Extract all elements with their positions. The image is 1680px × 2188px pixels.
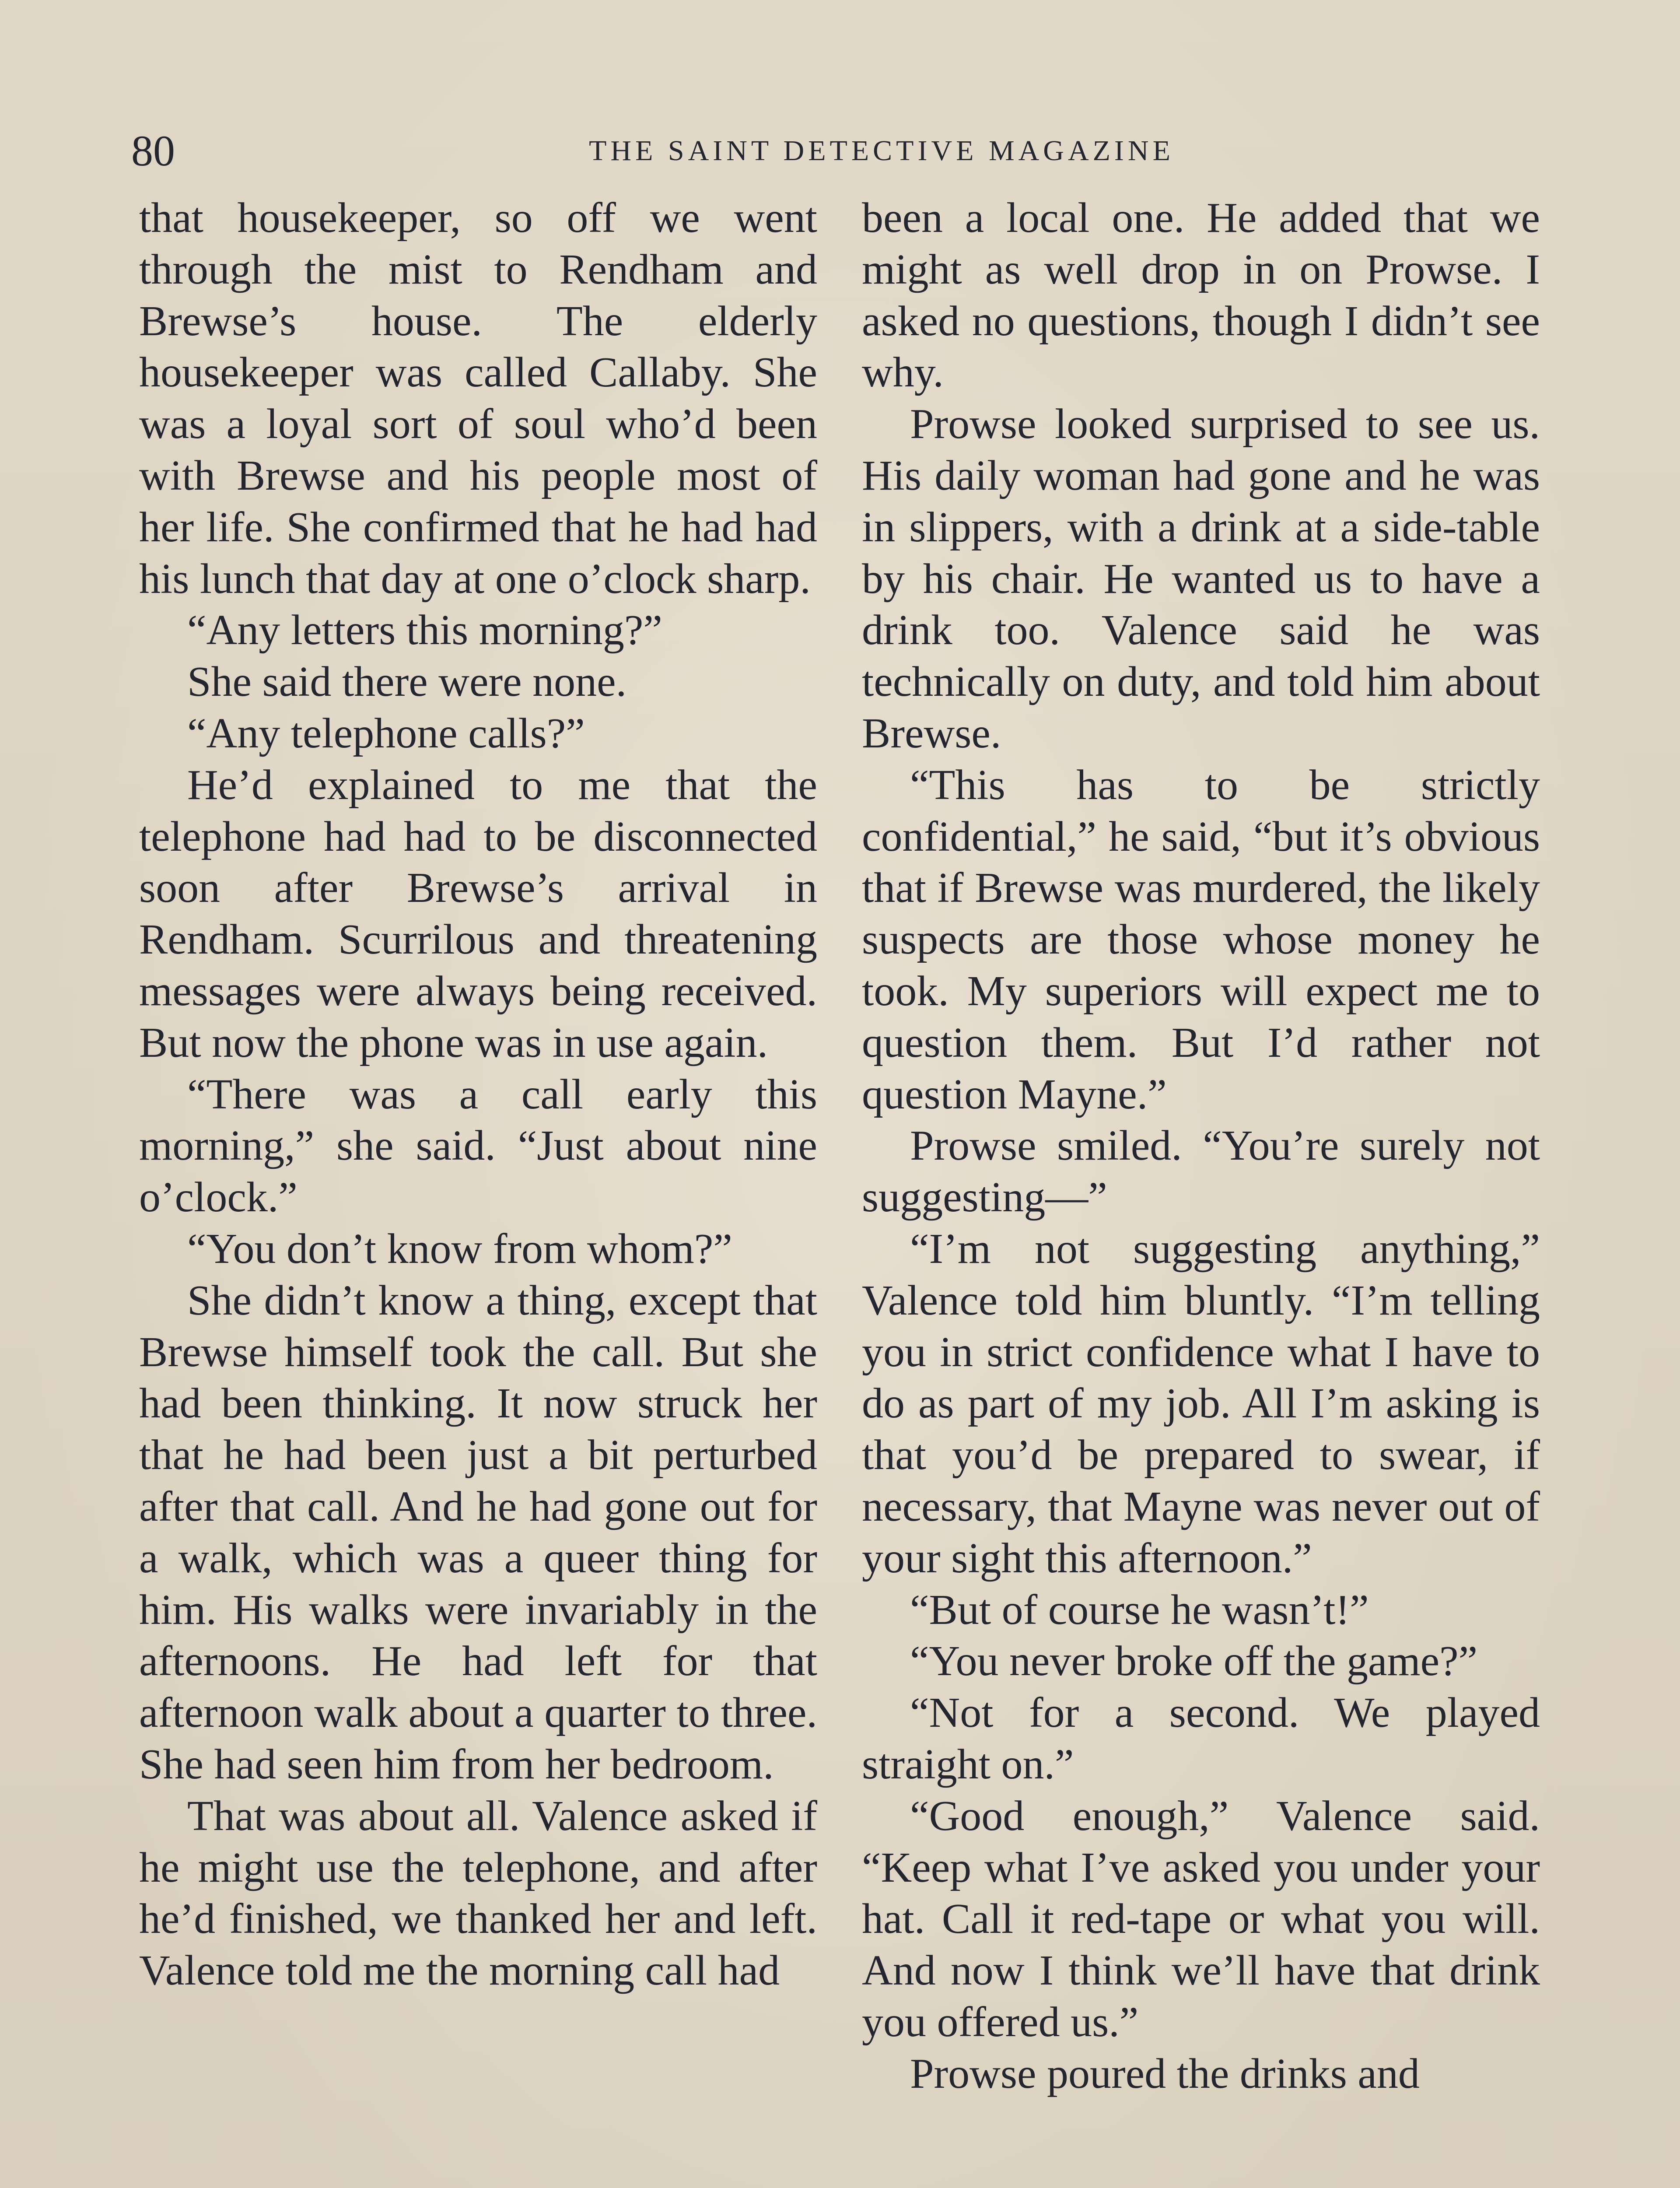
paragraph: “But of course he wasn’t!” bbox=[910, 1586, 1369, 1634]
paragraph: Prowse smiled. “You’re surely not suggesting—” bbox=[862, 1122, 1540, 1221]
paragraph: She said there were none. bbox=[187, 658, 627, 706]
paragraph: “Any letters this morning?” bbox=[187, 607, 662, 654]
paragraph: Prowse poured the drinks and bbox=[910, 2050, 1420, 2097]
paragraph: “This has to be strictly confidential,” he said, “but it’s obvious that if Brewse was murdered, the likely suspects are those whose money he took. My superiors will expect me to question them. But I’d rather not question Mayne.” bbox=[862, 761, 1540, 1118]
paragraph: That was about all. Valence asked if he might use the telephone, and after he’d finished, we thanked her and left. Valence told me the morning call had bbox=[139, 1792, 817, 1995]
page-number: 80 bbox=[131, 126, 175, 175]
text-column-right bbox=[862, 193, 1540, 2188]
running-head: THE SAINT DETECTIVE MAGAZINE bbox=[589, 135, 1174, 167]
paragraph: “Good enough,” Valence said. “Keep what I’ve asked you under your hat. Call it red-tape or what you will. And now I think we’ll have that drink you offered us.” bbox=[862, 1792, 1540, 2046]
paragraph: He’d explained to me that the telephone had had to be disconnected soon after Brewse’s arrival in Rendham. Scurrilous and threatening messages were always being received. But now the phone was in use again. bbox=[139, 761, 817, 1066]
paragraph: “Not for a second. We played straight on.” bbox=[862, 1689, 1540, 1788]
paragraph: “You never broke off the game?” bbox=[910, 1637, 1478, 1685]
paragraph: “I’m not suggesting anything,” Valence told him bluntly. “I’m telling you in strict confidence what I have to do as part of my job. All I’m asking is that you’d be prepared to swear, if necessary, that Mayne was never out of your sight this afternoon.” bbox=[862, 1225, 1540, 1582]
paragraph: that housekeeper, so off we went through the mist to Rendham and Brewse’s house. The elderly housekeeper was called Callaby. She was a loyal sort of soul who’d been with Brewse and his people most of her life. She confirmed that he had had his lunch that day at one o’clock sharp. bbox=[139, 194, 817, 603]
page-header bbox=[131, 123, 1540, 179]
text-column-left bbox=[139, 193, 817, 2188]
paragraph: She didn’t know a thing, except that Brewse himself took the call. But she had been thinking. It now struck her that he had been just a bit perturbed after that call. And he had gone out for a walk, which was a queer thing for him. His walks were invariably in the afternoons. He had left for that afternoon walk about a quarter to three. She had seen him from her bedroom. bbox=[139, 1276, 817, 1788]
paragraph: “Any telephone calls?” bbox=[187, 709, 585, 757]
paragraph: been a local one. He added that we might as well drop in on Prowse. I asked no questions, though I didn’t see why. bbox=[862, 194, 1540, 396]
paragraph: “There was a call early this morning,” she said. “Just about nine o’clock.” bbox=[139, 1070, 817, 1221]
paragraph: Prowse looked surprised to see us. His daily woman had gone and he was in slippers, with a drink at a side-table by his chair. He wanted us to have a drink too. Valence said he was technically on duty, and told him about Brewse. bbox=[862, 400, 1540, 757]
paragraph: “You don’t know from whom?” bbox=[187, 1225, 732, 1273]
